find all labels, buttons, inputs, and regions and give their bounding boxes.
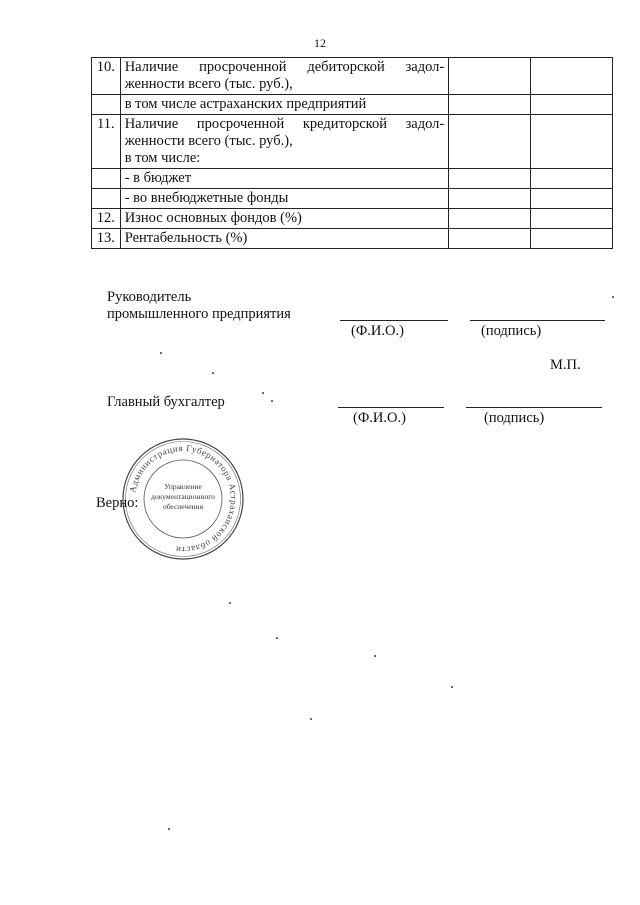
value-cell[interactable]: [449, 115, 531, 169]
accountant-signature-line: [466, 407, 602, 408]
head-title-line1: Руководитель: [107, 289, 192, 305]
report-table: [91, 57, 613, 249]
scan-speck: [451, 686, 453, 688]
indicator-line: - во внебюджетные фонды: [124, 190, 289, 206]
indicator-line: Рентабельность (%): [124, 230, 248, 246]
value-cell[interactable]: [531, 189, 613, 209]
value-cell[interactable]: [449, 189, 531, 209]
indicator-line: женности всего (тыс. руб.),: [124, 76, 293, 92]
svg-text:документационного: документационного: [151, 492, 215, 501]
row-number: 11.: [92, 115, 121, 169]
scan-speck: [262, 392, 264, 394]
accountant-fio-line: [338, 407, 444, 408]
indicator-line: в том числе астраханских предприятий: [124, 96, 367, 112]
head-signature-caption: (подпись): [481, 323, 542, 339]
head-signature-line: [470, 320, 605, 321]
row-indicator: [120, 209, 449, 229]
value-cell[interactable]: [531, 169, 613, 189]
value-cell[interactable]: [531, 58, 613, 95]
value-cell[interactable]: [531, 209, 613, 229]
row-indicator: [120, 229, 449, 249]
table-row: [92, 95, 613, 115]
value-cell[interactable]: [531, 115, 613, 169]
table-row: [92, 189, 613, 209]
scan-speck: [612, 296, 614, 298]
head-title-line2: промышленного предприятия: [107, 306, 291, 322]
row-number: [92, 95, 121, 115]
svg-text:Администрация Губернатора Астр: Администрация Губернатора Астраханской области: [127, 442, 240, 556]
value-cell[interactable]: [449, 169, 531, 189]
scan-speck: [212, 372, 214, 374]
indicator-line: Наличие просроченной кредиторской задол-: [124, 116, 445, 132]
table-row: [92, 169, 613, 189]
value-cell[interactable]: [449, 95, 531, 115]
page-number: 12: [314, 36, 326, 50]
row-indicator: [120, 115, 449, 169]
table-row: [92, 209, 613, 229]
row-number: 12.: [92, 209, 121, 229]
indicator-line: Износ основных фондов (%): [124, 210, 302, 226]
indicator-line: женности всего (тыс. руб.),: [124, 133, 293, 149]
indicator-line: в том числе:: [124, 150, 201, 166]
scan-speck: [276, 637, 278, 639]
row-number: 10.: [92, 58, 121, 95]
row-indicator: [120, 189, 449, 209]
accountant-signature-caption: (подпись): [484, 410, 545, 426]
scan-speck: [229, 602, 231, 604]
table-row: [92, 115, 613, 169]
scan-speck: [271, 400, 273, 402]
seal-place-label: М.П.: [550, 357, 581, 373]
official-stamp-seal: [121, 437, 245, 561]
accountant-fio-caption: (Ф.И.О.): [353, 410, 406, 426]
table-row: [92, 58, 613, 95]
scan-speck: [310, 718, 312, 720]
verno-label: Верно:: [96, 495, 139, 511]
head-fio-caption: (Ф.И.О.): [351, 323, 404, 339]
head-fio-line: [340, 320, 448, 321]
value-cell[interactable]: [531, 229, 613, 249]
svg-text:обеспечения: обеспечения: [162, 502, 204, 511]
value-cell[interactable]: [449, 229, 531, 249]
row-indicator: [120, 58, 449, 95]
row-number: [92, 169, 121, 189]
scan-speck: [168, 828, 170, 830]
value-cell[interactable]: [531, 95, 613, 115]
row-number: 13.: [92, 229, 121, 249]
indicator-line: Наличие просроченной дебиторской задол-: [124, 59, 445, 75]
accountant-title: Главный бухгалтер: [107, 394, 225, 410]
row-indicator: [120, 169, 449, 189]
scan-speck: [160, 352, 162, 354]
svg-text:Управление: Управление: [164, 482, 202, 491]
scan-speck: [374, 655, 376, 657]
row-number: [92, 189, 121, 209]
table-row: [92, 229, 613, 249]
value-cell[interactable]: [449, 58, 531, 95]
row-indicator: [120, 95, 449, 115]
indicator-line: - в бюджет: [124, 170, 192, 186]
value-cell[interactable]: [449, 209, 531, 229]
